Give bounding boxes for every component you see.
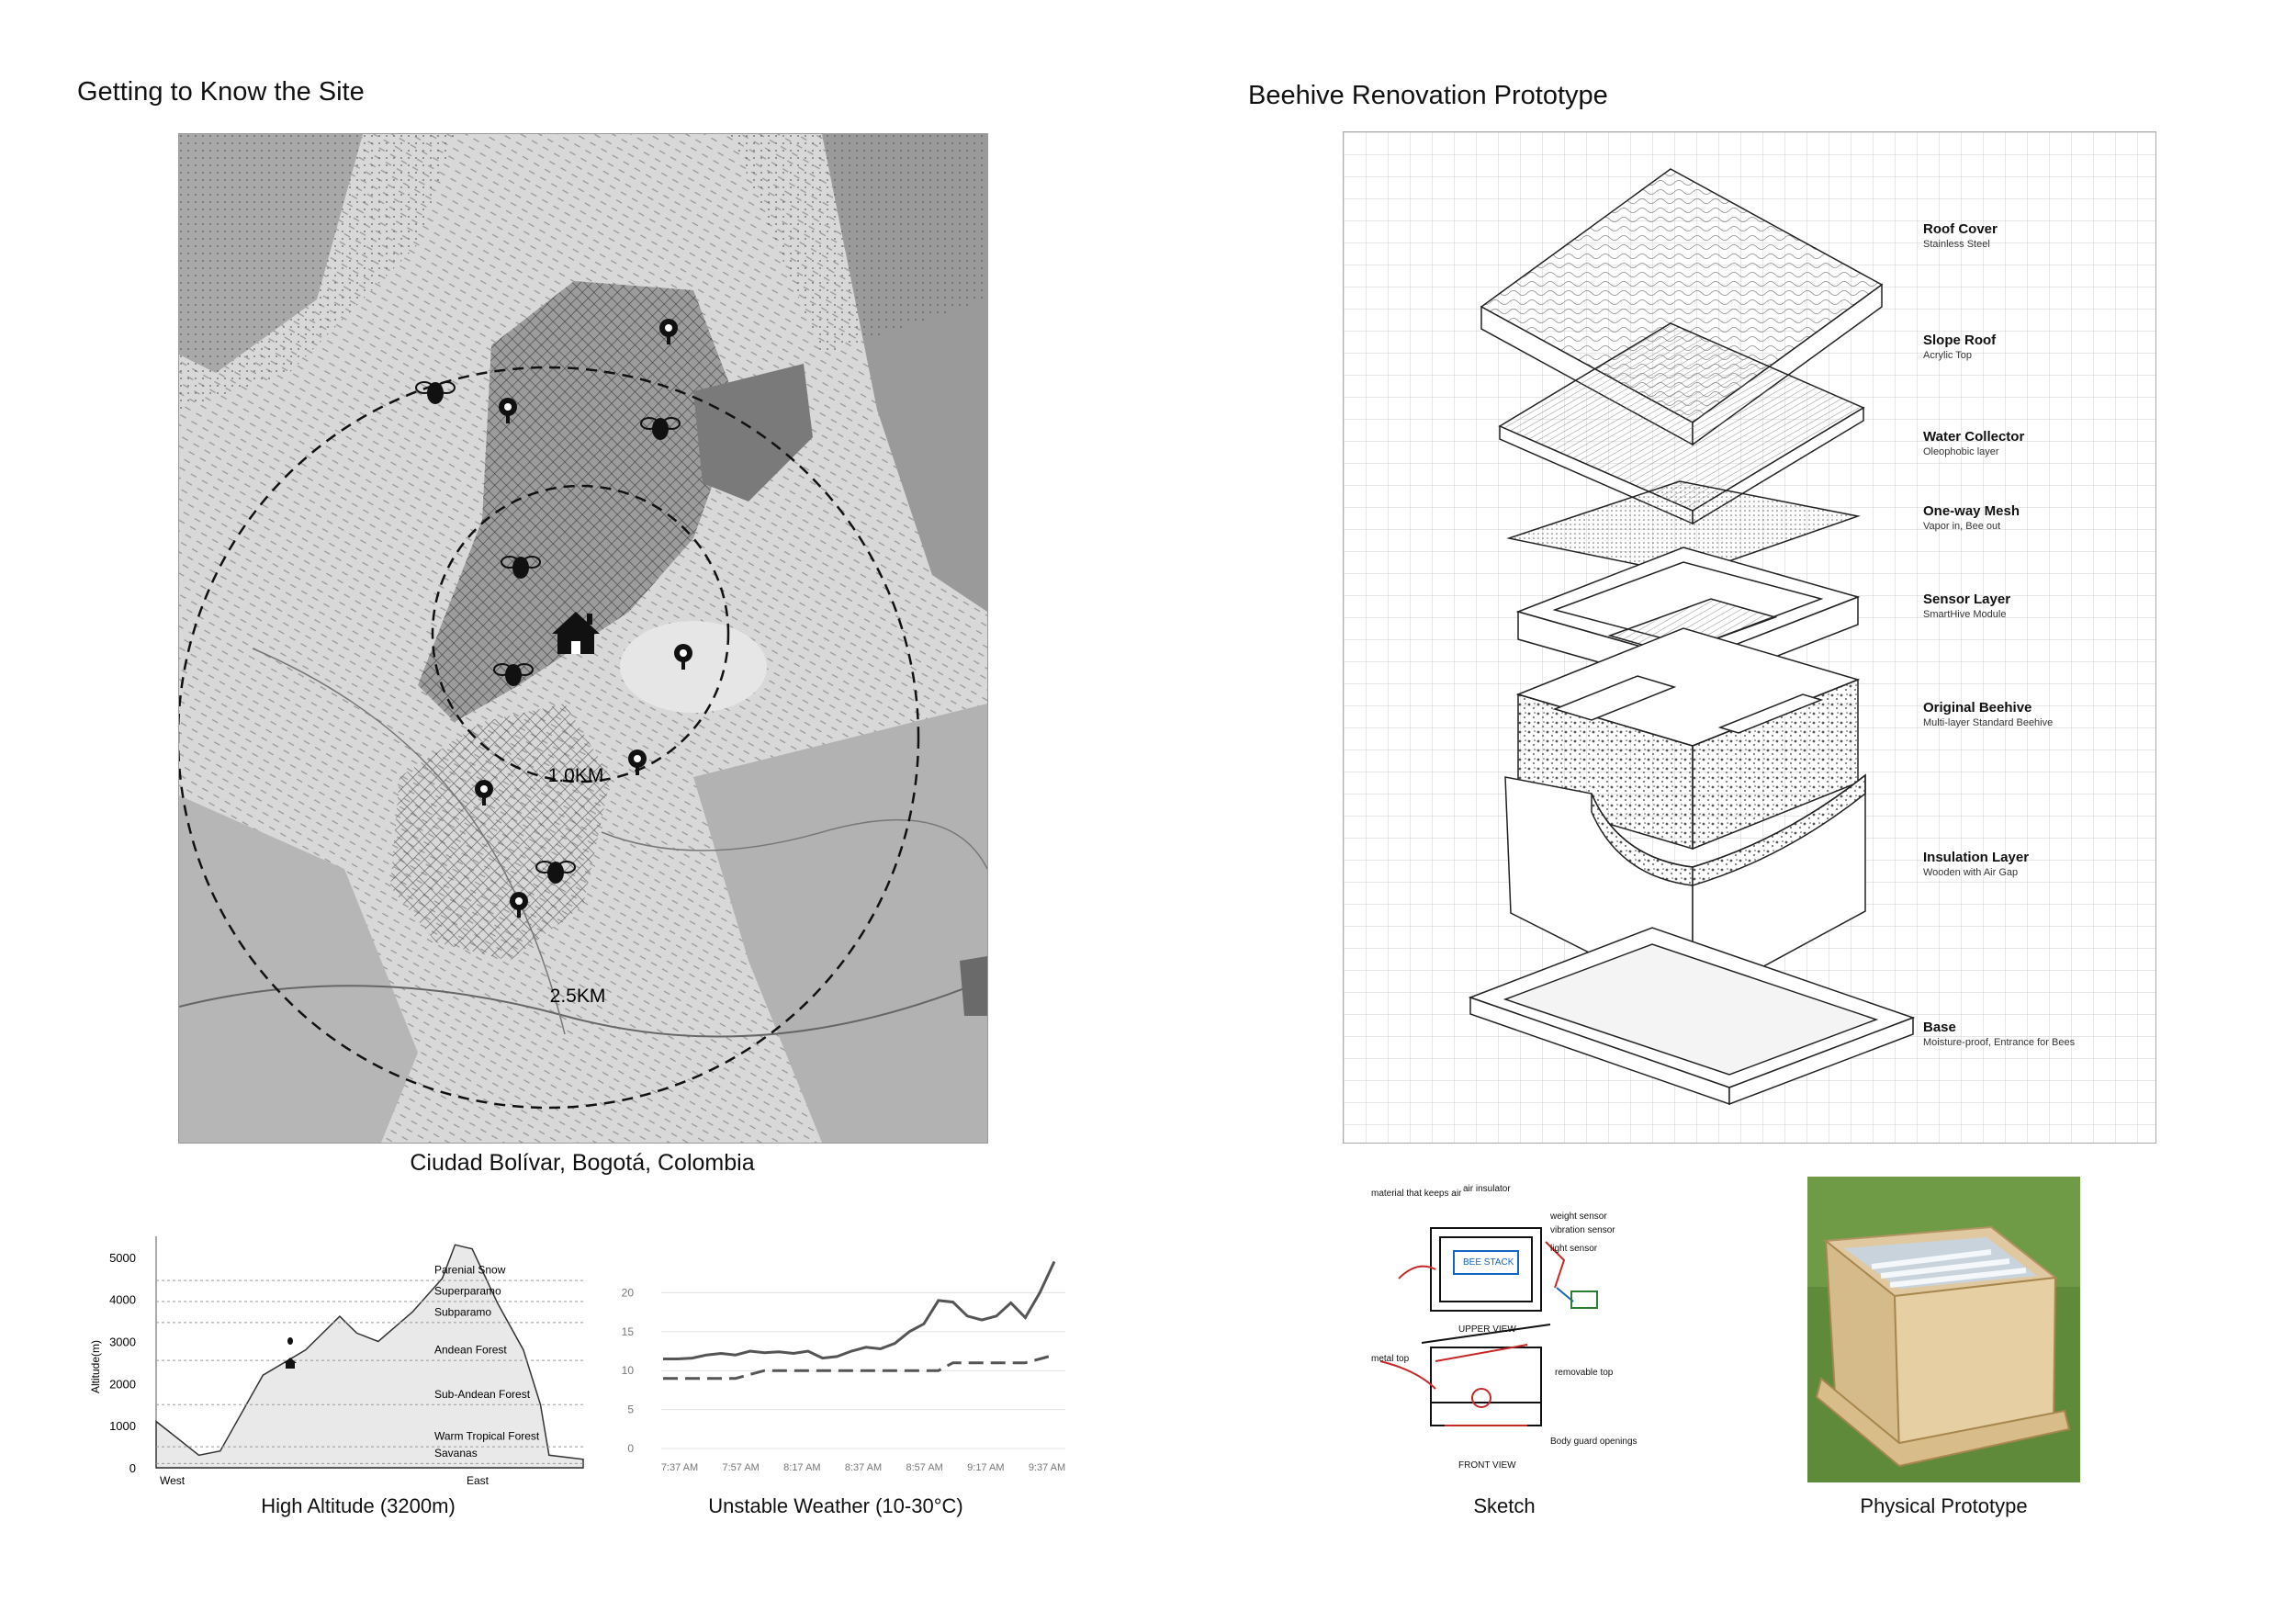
altitude-y-tick: 4000 — [109, 1292, 136, 1307]
altitude-y-tick: 1000 — [109, 1419, 136, 1434]
weather-series-dashed — [663, 1355, 1054, 1379]
layer-label — [1923, 1020, 2075, 1048]
radius-outer-label: 2.5KM — [549, 986, 606, 1007]
sketch-note: removable top — [1555, 1368, 1614, 1378]
zone-label: Warm Tropical Forest — [434, 1429, 540, 1443]
hand-sketch — [1344, 1178, 1665, 1485]
map-caption: Ciudad Bolívar, Bogotá, Colombia — [410, 1150, 755, 1176]
layer-label — [1923, 592, 2010, 620]
layer-label — [1923, 429, 2024, 457]
altitude-x-tick: West — [160, 1474, 186, 1486]
weather-caption: Unstable Weather (10-30°C) — [708, 1494, 963, 1517]
weather-y-tick: 0 — [627, 1442, 634, 1455]
weather-x-tick: 9:37 AM — [1028, 1462, 1066, 1473]
sketch-note: vibration sensor — [1550, 1225, 1615, 1235]
layer-description: Moisture-proof, Entrance for Bees — [1923, 1037, 2076, 1048]
sketch-note: metal top — [1371, 1354, 1410, 1364]
sketch-note: weight sensor — [1550, 1212, 1607, 1222]
layer-name: One-way Mesh — [1923, 503, 2020, 519]
altitude-x-tick: East — [467, 1474, 490, 1486]
layer-label — [1923, 700, 2053, 728]
weather-x-tick: 8:37 AM — [844, 1462, 883, 1473]
altitude-y-tick: 3000 — [109, 1335, 136, 1349]
site-map — [178, 133, 988, 1144]
layer-name: Base — [1923, 1020, 1956, 1035]
weather-y-tick: 5 — [627, 1403, 634, 1416]
altitude-y-axis-label: Altitude(m) — [89, 1339, 102, 1394]
altitude-y-tick: 5000 — [109, 1250, 136, 1265]
weather-x-tick: 8:17 AM — [783, 1462, 821, 1473]
photo-caption: Physical Prototype — [1860, 1494, 2028, 1517]
layer-description: Vapor in, Bee out — [1923, 521, 2001, 532]
sketch-note: Body guard openings — [1550, 1437, 1638, 1447]
weather-y-tick: 15 — [621, 1324, 634, 1338]
layer-name: Roof Cover — [1923, 221, 1998, 237]
layer-description: SmartHive Module — [1923, 609, 2007, 620]
weather-x-tick: 7:37 AM — [660, 1462, 699, 1473]
exploded-axonometric — [1343, 131, 2156, 1144]
layer-name: Original Beehive — [1923, 700, 2032, 716]
sketch-note: FRONT VIEW — [1458, 1460, 1516, 1471]
layer-name: Water Collector — [1923, 429, 2025, 445]
sketch-note: air insulator — [1463, 1184, 1511, 1194]
zone-label: Parenial Snow — [434, 1263, 506, 1277]
altitude-site-marker — [284, 1337, 297, 1369]
weather-x-tick: 7:57 AM — [722, 1462, 760, 1473]
layer-label — [1923, 850, 2029, 878]
altitude-y-tick: 2000 — [109, 1377, 136, 1392]
sketch-note: BEE STACK — [1463, 1257, 1514, 1268]
zone-label: Andean Forest — [434, 1343, 507, 1357]
sketch-note: light sensor — [1550, 1244, 1598, 1254]
weather-y-tick: 10 — [621, 1364, 634, 1378]
layer-description: Acrylic Top — [1923, 350, 1972, 361]
hive-drawing — [1344, 132, 2155, 1143]
layer-description: Stainless Steel — [1923, 239, 1990, 250]
weather-x-tick: 9:17 AM — [967, 1462, 1005, 1473]
sketch-caption: Sketch — [1473, 1494, 1536, 1517]
layer-label — [1923, 503, 2020, 532]
layer-description: Oleophobic layer — [1923, 446, 1999, 457]
layer-name: Insulation Layer — [1923, 850, 2030, 865]
layer-label — [1923, 332, 1996, 361]
zone-label: Subparamo — [434, 1305, 492, 1319]
zone-label: Savanas — [434, 1446, 478, 1460]
weather-y-tick: 20 — [621, 1286, 634, 1300]
site-title: Getting to Know the Site — [77, 77, 365, 107]
zone-label: Sub-Andean Forest — [434, 1387, 531, 1401]
layer-label — [1923, 221, 1998, 250]
layer-description: Multi-layer Standard Beehive — [1923, 717, 2054, 728]
weather-series-solid — [663, 1262, 1054, 1359]
radius-inner-label: 1.0KM — [547, 765, 604, 786]
altitude-chart — [83, 1211, 597, 1486]
altitude-caption: High Altitude (3200m) — [261, 1494, 456, 1517]
altitude-y-tick: 0 — [129, 1461, 136, 1475]
layer-name: Sensor Layer — [1923, 592, 2011, 607]
layer-description: Wooden with Air Gap — [1923, 867, 2019, 878]
sketch-note: UPPER VIEW — [1458, 1324, 1516, 1335]
weather-chart — [606, 1245, 1084, 1483]
prototype-title: Beehive Renovation Prototype — [1248, 81, 1608, 110]
sketch-note: material that keeps air — [1371, 1189, 1462, 1199]
zone-label: Superparamo — [434, 1284, 501, 1298]
site-map-drawing — [179, 134, 987, 1143]
layer-name: Slope Roof — [1923, 332, 1997, 348]
prototype-photo — [1807, 1177, 2080, 1482]
weather-x-tick: 8:57 AM — [906, 1462, 943, 1473]
